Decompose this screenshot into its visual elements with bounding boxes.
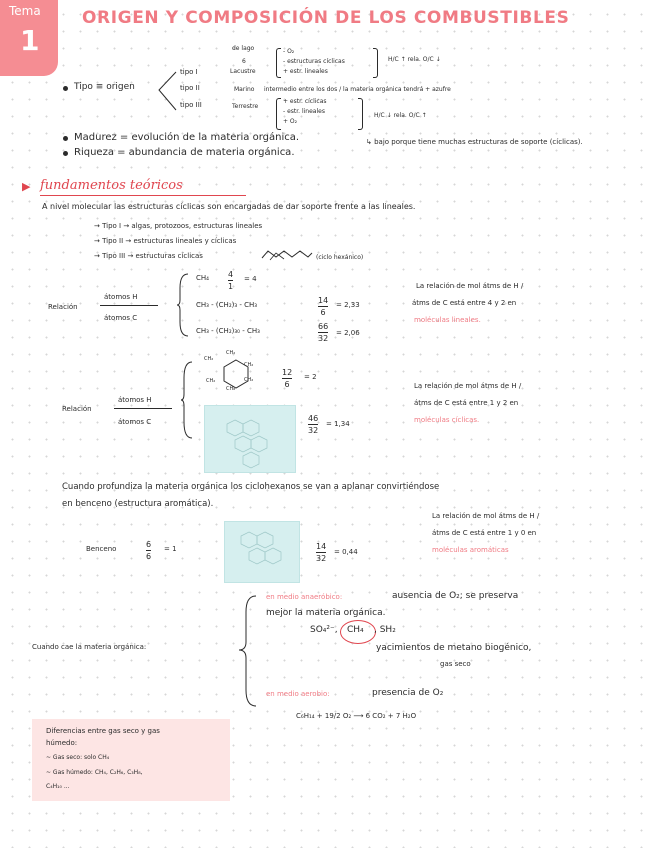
diferencias-title-2: húmedo: (46, 739, 78, 747)
ring-label-4: CH₂ (244, 377, 254, 383)
benceno-result2: = 0,44 (334, 548, 358, 556)
molecule-structure-2-icon (225, 522, 299, 582)
origen-bullet (63, 86, 68, 91)
relacion1-row2-formula: CH₃ - (CH₂)₃ - CH₃ (196, 301, 258, 309)
tipo1-place-mid: 6 (242, 58, 246, 65)
relacion1-note-pink: moléculas lineales. (414, 316, 481, 324)
relacion2-note-1: La relación de mol átms de H / (414, 382, 522, 390)
relacion2-frac1: 12 6 (282, 368, 293, 389)
relacion1-row1-frac: 4 1 (228, 270, 234, 291)
benceno-frac1: 6 6 (146, 540, 152, 561)
benceno-note-1: La relación de mol átms de H / (432, 512, 540, 520)
aerobico-text: presencia de O₂ (372, 688, 444, 698)
origen-branch (156, 68, 178, 114)
madurez-text: Madurez = evolución de la materia orgánica. (74, 132, 300, 143)
riqueza-bullet (63, 151, 68, 156)
tipo2-place: Marino (234, 86, 255, 93)
anaerobico-text-2: mejor la materia orgánica. (266, 608, 386, 618)
relacion1-row3-formula: CH₃ - (CH₂)₃₀ - CH₃ (196, 327, 260, 335)
molecule-image-1 (204, 405, 296, 473)
tipo1-ratio: H/C ↑ rela. O/C ↓ (388, 56, 441, 63)
tipo3-place: Terrestre (232, 103, 259, 110)
species-sulfide: , SH₂ (374, 625, 396, 635)
diferencias-humedo-1: ~ Gas húmedo: CH₄, C₂H₆, C₃H₈, (46, 769, 143, 776)
relacion2-frac2: 46 32 (308, 414, 319, 435)
diferencias-title-1: Diferencias entre gas seco y gas (46, 727, 160, 735)
tipo2-desc: intermedio entre los dos / la materia orgánica tendrá + azufre (264, 86, 451, 93)
tipo1-place-top: de lago (232, 45, 255, 52)
fundamentos-item-3: → Tipo III → estructuras cíclicas (94, 252, 203, 260)
fundamentos-underline (40, 195, 246, 196)
tipo1-brace (276, 48, 281, 78)
tema-number: 1 (20, 24, 40, 57)
tipo1-place: Lacustre (230, 68, 256, 75)
tipo3-item-3: + O₂ (283, 118, 298, 125)
tipo1-item-1: - O₂ (283, 48, 295, 55)
ciclohexano-ring-icon (204, 350, 274, 400)
cae-label: Cuando cae la materia orgánica: (32, 643, 147, 651)
relacion1-row3-result: = 2,06 (336, 329, 360, 337)
relacion2-note-pink: moléculas cíclicas. (414, 416, 480, 424)
relacion1-label: Relación (48, 303, 78, 311)
benceno-result1: = 1 (164, 545, 177, 553)
ring-label-1: CH₂ (204, 356, 214, 362)
relacion1-row1-formula: CH₄ (196, 274, 209, 282)
ring-label-6: CH₂ (206, 378, 216, 384)
tipo-origen-label: Tipo ≡ origen (74, 82, 135, 92)
madurez-bullet (63, 136, 68, 141)
cae-brace (236, 592, 258, 710)
madurez-note: ↳ bajo porque tiene muchas estructuras de soporte (cíclicas). (366, 138, 583, 146)
fundamentos-intro: A nivel molecular las estructuras cíclicas son encargadas de dar soporte frente a las lineales. (42, 202, 416, 211)
anaerobico-text: ausencia de O₂; se preserva (392, 591, 519, 601)
tipo1-item-2: - estructuras cíclicas (283, 58, 345, 65)
profundiza-line-2: en benceno (estructura aromática). (62, 499, 214, 509)
profundiza-line-1: Cuando profundiza la materia orgánica los ciclohexanos se van a aplanar convirtiéndose (62, 482, 440, 492)
relacion2-brace (180, 360, 194, 440)
relacion1-note-2: átms de C está entre 4 y 2 en (412, 299, 517, 307)
relacion1-row2-frac: 14 6 (318, 296, 329, 317)
benceno-label: Benceno (86, 545, 117, 553)
benceno-note-2: átms de C está entre 1 y 0 en (432, 529, 537, 537)
benceno-frac2: 14 32 (316, 542, 327, 563)
species-sulfate: SO₄²⁻, (310, 625, 338, 635)
fundamentos-marker-icon: ▶ (22, 180, 31, 193)
fundamentos-item-1: → Tipo I → algas, protozoos, estructuras lineales (94, 222, 263, 230)
gas-seco-text: gas seco (440, 660, 471, 668)
relacion1-row3-frac: 66 32 (318, 322, 329, 343)
aerobico-label: en medio aerobio: (266, 690, 330, 698)
species-methane: CH₄ (347, 625, 364, 635)
fundamentos-title: fundamentos teóricos (40, 178, 183, 193)
relacion1-row2-result: = 2,33 (336, 301, 360, 309)
relacion1-brace (176, 272, 190, 338)
tema-label: Tema (9, 4, 41, 18)
combustion-reaction: C₆H₁₄ + 19/2 O₂ ⟶ 6 CO₂ + 7 H₂O (296, 712, 417, 720)
tipo3-item-1: + estr. cíclicas (283, 98, 327, 105)
tipo3-item-2: - estr. lineales (283, 108, 325, 115)
ring-label-3: CH₂ (244, 362, 254, 368)
relacion2-num: átomos H (118, 396, 152, 404)
tipo3-brace (276, 98, 281, 130)
relacion1-row1-result: = 4 (244, 275, 257, 283)
tipo2-code: tipo II (180, 84, 200, 92)
molecule-image-2 (224, 521, 300, 583)
diferencias-seco: ~ Gas seco: solo CH₄ (46, 754, 110, 761)
anaerobico-label: en medio anaeróbico: (266, 593, 343, 601)
relacion2-den: átomos C (118, 418, 152, 426)
relacion1-bar (100, 305, 158, 306)
page-title: ORIGEN Y COMPOSICIÓN DE LOS COMBUSTIBLES (82, 8, 570, 28)
ring-label-5: CH₂ (226, 386, 236, 392)
relacion2-result1: = 2 (304, 373, 317, 381)
relacion1-note-1: La relación de mol átms de H / (416, 282, 524, 290)
relacion2-label: Relación (62, 405, 92, 413)
tipo1-code: tipo I (180, 68, 198, 76)
tipo1-brace-close (373, 48, 378, 78)
relacion2-note-2: átms de C está entre 1 y 2 en (414, 399, 519, 407)
tema-badge (0, 0, 58, 76)
fundamentos-item-2: → Tipo II → estructuras lineales y cíclicas (94, 237, 237, 245)
diferencias-humedo-2: C₄H₁₀ ... (46, 783, 70, 790)
tipo1-item-3: + estr. lineales (283, 68, 328, 75)
tipo3-ratio: H/C ↓ rela. O/C ↑ (374, 112, 427, 119)
relacion1-den: átomos C (104, 314, 138, 322)
benceno-note-pink: moléculas aromáticas (432, 546, 509, 554)
diferencias-box (32, 719, 230, 801)
relacion1-num: átomos H (104, 293, 138, 301)
relacion2-bar (114, 408, 172, 409)
tipo3-brace-close (358, 98, 363, 130)
riqueza-text: Riqueza = abundancia de materia orgánica. (74, 147, 295, 158)
molecule-structure-1-icon (205, 406, 295, 472)
ciclo-hexanico-icon (260, 248, 314, 262)
ring-label-2: CH₂ (226, 350, 236, 356)
ciclo-hexanico-label: (ciclo hexánico) (316, 254, 364, 261)
relacion2-result2: = 1,34 (326, 420, 350, 428)
tipo3-code: tipo III (180, 101, 202, 109)
yacimientos-text: yacimientos de metano biogénico, (376, 643, 532, 653)
